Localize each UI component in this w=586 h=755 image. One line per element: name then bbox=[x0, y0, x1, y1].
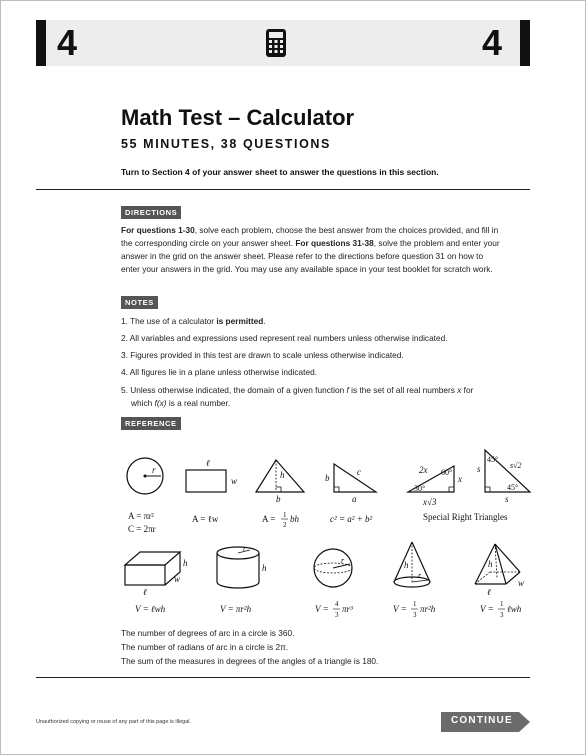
box-w-label: w bbox=[174, 574, 181, 584]
note-5-b: is the set of all real numbers bbox=[348, 385, 458, 395]
note-1-b: is permitted bbox=[216, 316, 264, 326]
cone-vol-pre: V = bbox=[393, 604, 407, 614]
note-5-x: x bbox=[457, 385, 462, 395]
calculator-icon bbox=[265, 28, 287, 58]
note-1 bbox=[121, 315, 501, 328]
cone-h-label: h bbox=[404, 560, 409, 570]
reference-figures bbox=[110, 440, 550, 620]
right-triangle-figure bbox=[325, 464, 376, 524]
pyr-vol-pre: V = bbox=[480, 604, 494, 614]
fact-triangle-sum: The sum of the measures in degrees of the angles of a triangle is 180. bbox=[121, 656, 379, 666]
tri-area-frac-num: 1 bbox=[283, 511, 287, 519]
cylinder-figure bbox=[217, 544, 267, 614]
note-3: 3. Figures provided in this test are drawn to scale unless otherwise indicated. bbox=[121, 350, 404, 360]
special-triangles-label: Special Right Triangles bbox=[423, 512, 508, 522]
tri-area-post: bh bbox=[290, 514, 299, 524]
rectangle-figure bbox=[186, 458, 237, 524]
note-2: 2. All variables and expressions used represent real numbers unless otherwise indicated. bbox=[121, 333, 448, 343]
rect-l-label: ℓ bbox=[206, 458, 210, 468]
special-xr3-label: x√3 bbox=[423, 497, 437, 507]
special-triangle-30-60-90 bbox=[408, 465, 462, 507]
box-volume-formula: V = ℓwh bbox=[135, 604, 166, 614]
directions-text-2: , solve the problem and enter your answer in the grid on the answer sheet. Please refer to the directions before question 31 on how to enter your answers in the grid. You may use any available space in your test booklet for scratch work. bbox=[121, 238, 500, 274]
special-60-label: 60° bbox=[441, 468, 453, 477]
cyl-h-label: h bbox=[262, 563, 267, 573]
pyr-frac-num: 1 bbox=[500, 600, 504, 608]
cyl-r-label: r bbox=[243, 544, 247, 553]
note-1-a: 1. The use of a calculator bbox=[121, 316, 217, 326]
pyr-frac-den: 3 bbox=[500, 611, 504, 619]
circle-r-label: r bbox=[152, 465, 156, 475]
note-1-c: . bbox=[263, 316, 266, 326]
circle-area-formula: A = πr² bbox=[128, 511, 154, 521]
pyr-w-label: w bbox=[518, 578, 525, 588]
pyr-l-label: ℓ bbox=[487, 587, 491, 597]
note-5-d-post: is a real number. bbox=[166, 398, 231, 408]
note-5-d-fx: f(x) bbox=[154, 398, 167, 408]
pyramid-figure bbox=[475, 544, 524, 619]
tri-h-label: h bbox=[280, 470, 285, 480]
sphere-vol-pre: V = bbox=[315, 604, 329, 614]
sphere-figure bbox=[314, 549, 353, 619]
directions-text bbox=[121, 224, 501, 276]
box-h-label: h bbox=[183, 558, 188, 568]
special-x-label: x bbox=[458, 474, 462, 484]
pyth-c-label: c bbox=[357, 467, 361, 477]
sphere-frac-den: 3 bbox=[335, 611, 339, 619]
cylinder-volume-formula: V = πr²h bbox=[220, 604, 252, 614]
pyth-formula: c² = a² + b² bbox=[330, 514, 373, 524]
pyth-b-label: b bbox=[325, 473, 330, 483]
box-l-label: ℓ bbox=[143, 587, 147, 597]
directions-bold-1: For questions 1-30 bbox=[121, 225, 195, 235]
rect-area-formula: A = ℓw bbox=[192, 514, 219, 524]
box-figure bbox=[125, 552, 188, 614]
note-5-f: f bbox=[346, 385, 349, 395]
special-2x-label: 2x bbox=[419, 465, 428, 475]
special-45b-label: 45° bbox=[507, 483, 519, 492]
cone-figure bbox=[393, 542, 436, 619]
pyth-a-label: a bbox=[352, 494, 357, 504]
section-instruction: Turn to Section 4 of your answer sheet to answer the questions in this section. bbox=[121, 167, 439, 177]
bottom-divider bbox=[36, 677, 530, 678]
cone-vol-post: πr²h bbox=[420, 604, 436, 614]
top-divider bbox=[36, 189, 530, 190]
page-title: Math Test – Calculator bbox=[121, 105, 355, 130]
note-5-a: 5. Unless otherwise indicated, the domain of a given function bbox=[121, 385, 347, 395]
special-30-label: 30° bbox=[414, 484, 426, 493]
tri-b-label: b bbox=[276, 494, 281, 504]
reference-tag: REFERENCE bbox=[121, 417, 181, 430]
note-5-d-pre: which bbox=[131, 398, 155, 408]
copyright-notice: Unauthorized copying or reuse of any part of this page is illegal. bbox=[36, 719, 192, 725]
cone-r-label: r bbox=[418, 571, 422, 580]
directions-tag: DIRECTIONS bbox=[121, 206, 181, 219]
section-header-right-bar bbox=[520, 20, 530, 66]
directions-text-1: , solve each problem, choose the best answer from the choices provided, and fill in the corresponding circle on your answer sheet. bbox=[121, 225, 499, 248]
continue-label[interactable]: CONTINUE bbox=[451, 715, 513, 726]
triangle-figure bbox=[256, 460, 304, 529]
cone-frac-num: 1 bbox=[413, 600, 417, 608]
fact-radians: The number of radians of arc in a circle is 2π. bbox=[121, 642, 289, 652]
rect-w-label: w bbox=[231, 476, 238, 486]
section-number-right: 4 bbox=[482, 22, 503, 63]
directions-bold-2: For questions 31-38 bbox=[295, 238, 374, 248]
sphere-vol-post: πr³ bbox=[342, 604, 353, 614]
circle-circumference-formula: C = 2πr bbox=[128, 524, 156, 534]
sphere-r-label: r bbox=[341, 556, 345, 565]
special-sr2-label: s√2 bbox=[510, 461, 522, 470]
special-s2-label: s bbox=[505, 494, 509, 504]
special-45a-label: 45° bbox=[487, 455, 499, 464]
pyr-h-label: h bbox=[488, 559, 493, 569]
section-number-left: 4 bbox=[57, 22, 78, 63]
tri-area-frac-den: 2 bbox=[283, 521, 287, 529]
notes-tag: NOTES bbox=[121, 296, 158, 309]
special-triangle-45-45-90 bbox=[477, 450, 530, 504]
note-4: 4. All figures lie in a plane unless otherwise indicated. bbox=[121, 367, 318, 377]
sphere-frac-num: 4 bbox=[335, 600, 339, 608]
special-s1-label: s bbox=[477, 464, 481, 474]
cone-frac-den: 3 bbox=[413, 611, 417, 619]
circle-figure bbox=[127, 458, 163, 534]
note-5 bbox=[121, 384, 501, 410]
note-5-c: for bbox=[461, 385, 474, 395]
fact-degrees: The number of degrees of arc in a circle is 360. bbox=[121, 628, 295, 638]
section-header-left-bar bbox=[36, 20, 46, 66]
tri-area-pre: A = bbox=[262, 514, 276, 524]
pyr-vol-post: ℓwh bbox=[507, 604, 522, 614]
page-subtitle: 55 MINUTES, 38 QUESTIONS bbox=[121, 137, 331, 151]
